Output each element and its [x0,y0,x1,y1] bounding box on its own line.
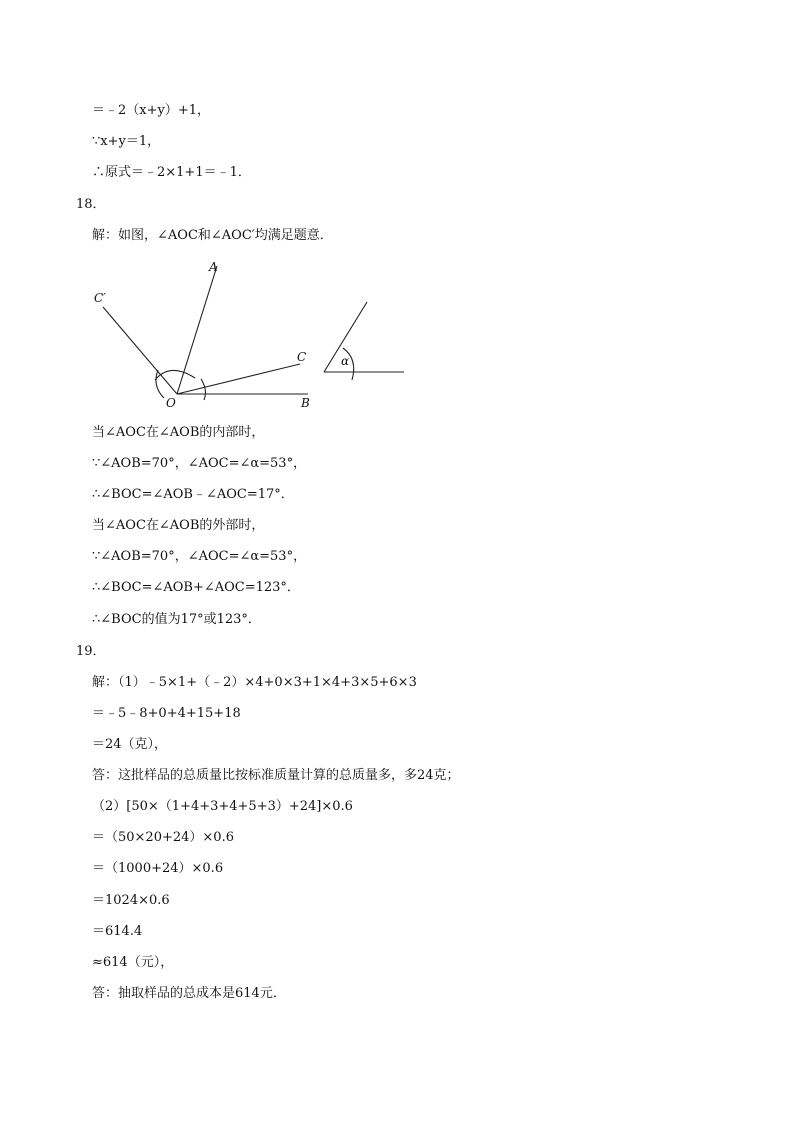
label-alpha: α [341,354,350,368]
text-line: ∴∠BOC=∠AOB﹣∠AOC=17°． [92,487,294,502]
ray-oa [177,266,217,394]
text-line: 解：如图，∠AOC和∠AOC′均满足题意． [92,228,333,243]
text-line: ＝1024×0.6 [92,893,170,908]
text-line: ＝（1000+24）×0.6 [92,861,224,876]
text-line: ＝614.4 [92,924,143,939]
label-a: A [209,260,218,274]
text-line: 答：这批样品的总质量比按标准质量计算的总质量多，多24克； [92,768,460,783]
text-line: ＝﹣5﹣8+0+4+15+18 [92,706,241,721]
ray-oc-prime [103,307,177,394]
question-number-19: 19． [76,644,106,659]
text-line: ＝﹣2（x+y）+1， [92,103,211,118]
text-line: （2）[50×（1+4+3+4+5+3）+24]×0.6 [92,799,353,814]
label-b: B [301,396,310,410]
label-c-prime: C′ [94,291,106,305]
text-line: 当∠AOC在∠AOB的内部时， [92,425,265,440]
label-c: C [297,350,307,364]
text-line: ∴∠BOC=∠AOB+∠AOC=123°． [92,580,300,595]
text-line: ＝24（克）， [92,737,168,752]
text-line: ∵x+y＝1， [92,134,161,149]
text-line: ＝（50×20+24）×0.6 [92,830,234,845]
label-o: O [166,396,176,410]
text-line: ∴原式＝﹣2×1+1＝﹣1． [92,165,251,180]
text-line: ≈614（元）， [92,955,174,970]
arc-right [201,379,205,400]
text-line: ∴∠BOC的值为17°或123°． [92,612,261,627]
question-number-18: 18． [76,197,106,212]
text-line: ∵∠AOB=70°，∠AOC=∠α=53°， [92,549,307,564]
text-line: ∵∠AOB=70°，∠AOC=∠α=53°， [92,456,307,471]
text-line: 解：（1）﹣5×1+（﹣2）×4+0×3+1×4+3×5+6×3 [92,675,417,690]
text-line: 当∠AOC在∠AOB的外部时， [92,518,265,533]
text-line: 答：抽取样品的总成本是614元． [92,986,286,1001]
angle-figure [80,252,420,417]
ray-oc [177,364,300,394]
